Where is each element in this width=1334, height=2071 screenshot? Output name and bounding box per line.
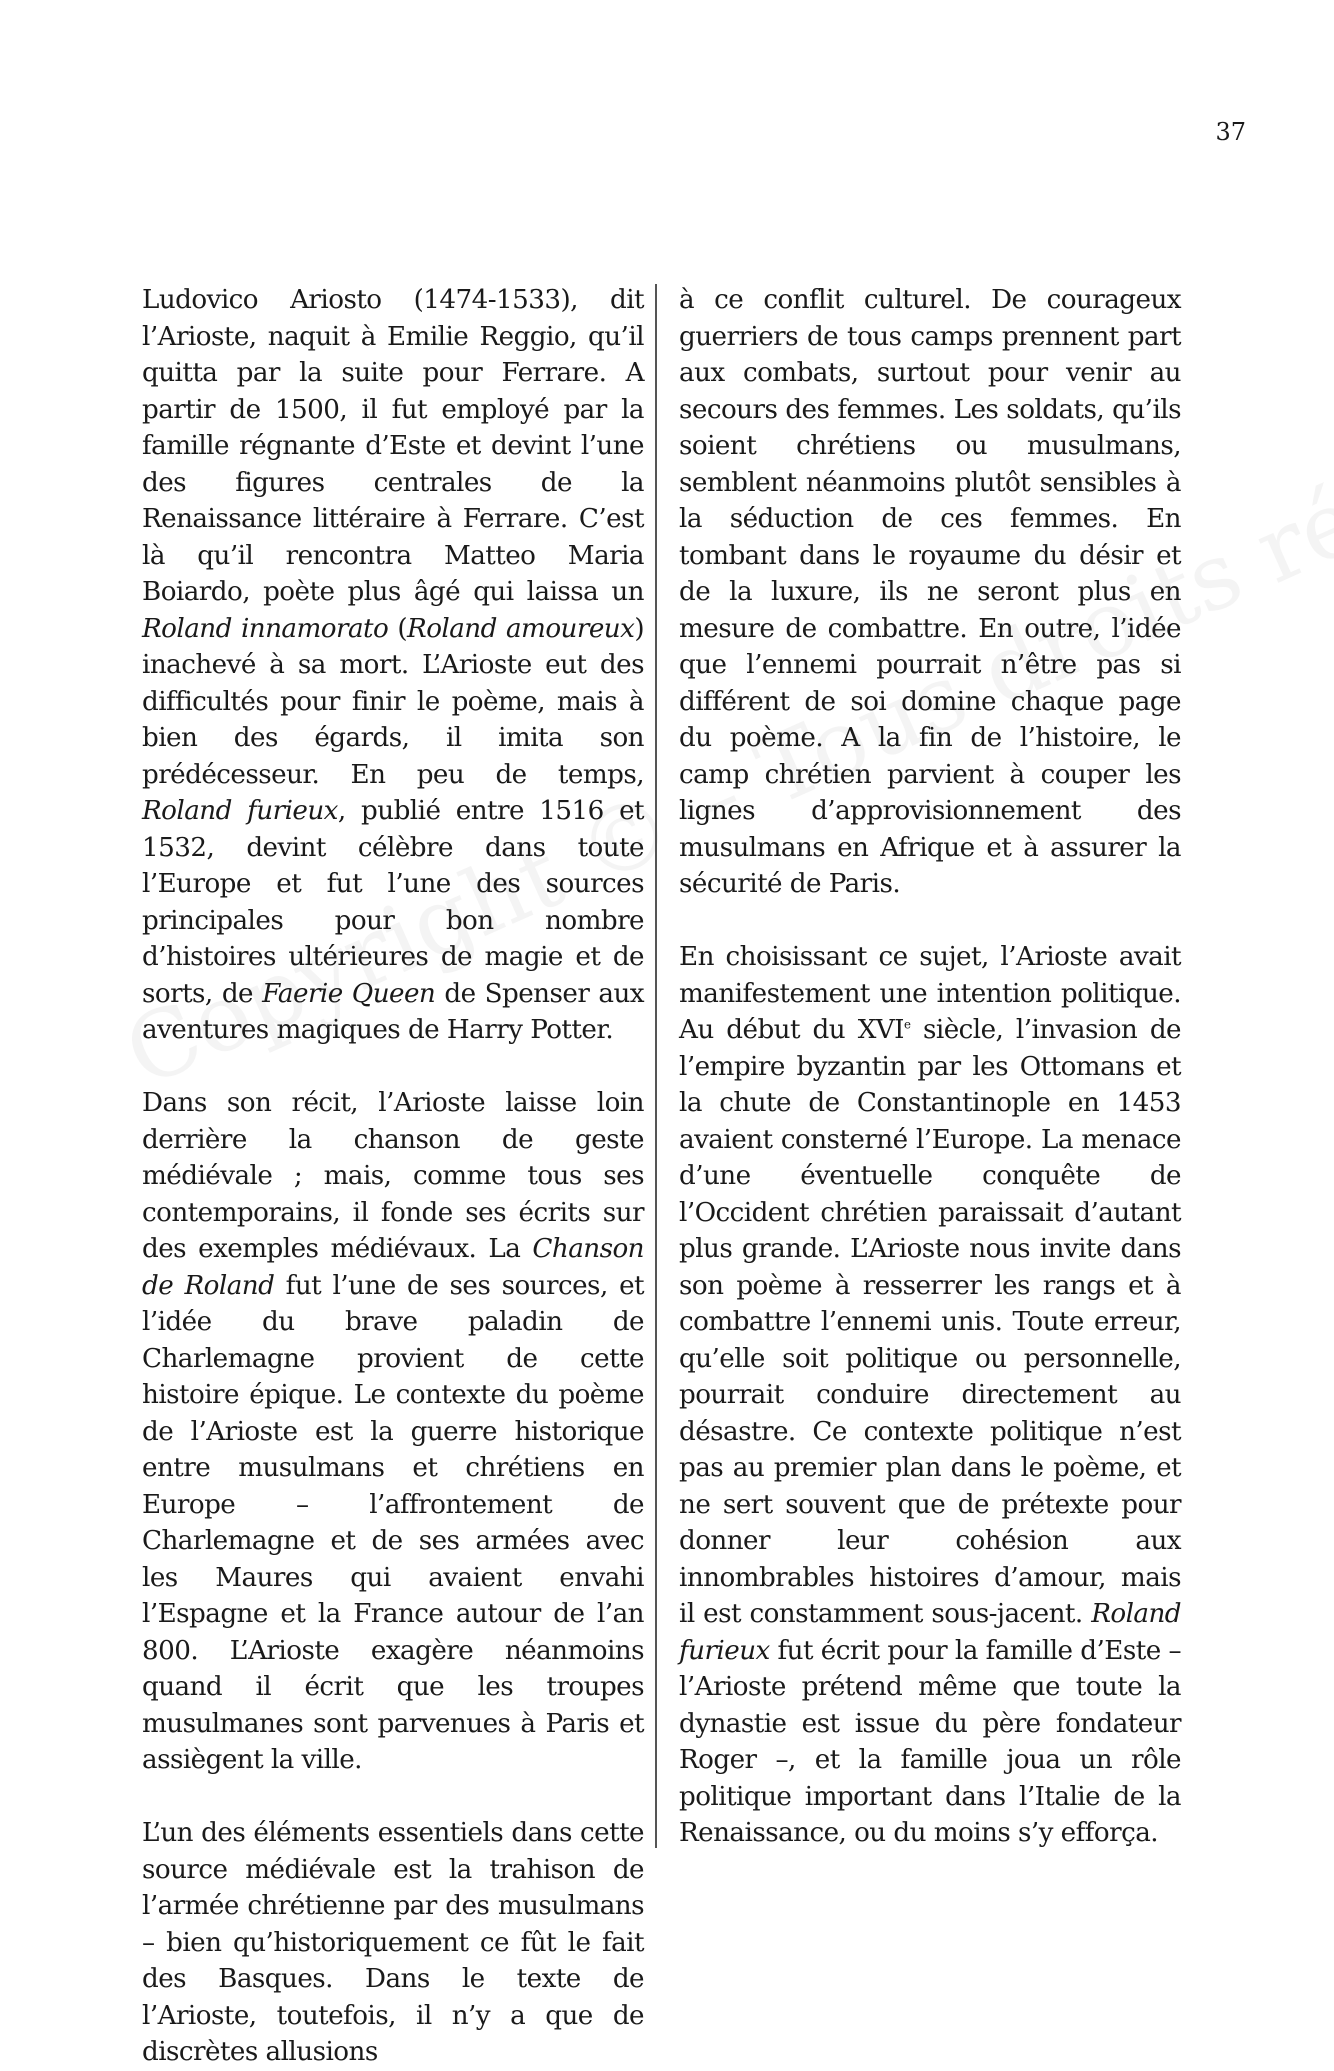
column-divider — [655, 284, 657, 1848]
right-text-column — [679, 282, 1181, 1852]
paragraph: En choisissant ce sujet, l’Arioste avait manifestement une intention politique. Au début du XVIe siècle, l’invasion de l’empire byzantin par les Ottomans et la chute de Constantinople en 1453 avaient consterné l’Europe. La menace d’une éventuelle conquête de l’Occident chrétien paraissait d’autant plus grande. L’Arioste nous invite dans son poème à resserrer les rangs et à combattre l’ennemi unis. Toute erreur, qu’elle soit politique ou personnelle, pourrait conduire directement au désastre. Ce contexte politique n’est pas au premier plan dans le poème, et ne sert souvent que de prétexte pour donner leur cohésion aux innombrables histoires d’amour, mais il est constamment sous-jacent. Roland furieux fut écrit pour la famille d’Este – l’Arioste prétend même que toute la dynastie est issue du père fondateur Roger –, et la famille joua un rôle politique important dans l’Italie de la Renaissance, ou du moins s’y efforça. — [679, 942, 1181, 1848]
paragraph: à ce conflit culturel. De courageux guerriers de tous camps prennent part aux combats, surtout pour venir au secours des femmes. Les soldats, qu’ils soient chrétiens ou musulmans, semblent néanmoins plutôt sensibles à la séduction de ces femmes. En tombant dans le royaume du désir et de la luxure, ils ne seront plus en mesure de combattre. En outre, l’idée que l’ennemi pourrait n’être pas si différent de soi domine chaque page du poème. A la fin de l’histoire, le camp chrétien parvient à couper les lignes d’approvisionnement des musulmans en Afrique et à assurer la sécurité de Paris. — [679, 285, 1181, 899]
paragraph: Ludovico Ariosto (1474-1533), dit l’Arioste, naquit à Emilie Reggio, qu’il quitta par la suite pour Ferrare. A partir de 1500, il fut employé par la famille régnante d’Este et devint l’une des figures centrales de la Renaissance littéraire à Ferrare. C’est là qu’il rencontra Matteo Maria Boiardo, poète plus âgé qui laissa un Roland innamorato (Roland amoureux) inachevé à sa mort. L’Arioste eut des difficultés pour finir le poème, mais à bien des égards, il imita son prédécesseur. En peu de temps, Roland furieux, publié entre 1516 et 1532, devint célèbre dans toute l’Europe et fut l’une des sources principales pour bon nombre d’histoires ultérieures de magie et de sorts, de Faerie Queen de Spenser aux aventures magiques de Harry Potter. — [142, 285, 645, 1045]
left-text-column — [142, 282, 644, 2071]
paragraph: Dans son récit, l’Arioste laisse loin derrière la chanson de geste médiévale ; mais, comme tous ses contemporains, il fonde ses écrits sur des exemples médiévaux. La Chanson de Roland fut l’une de ses sources, et l’idée du brave paladin de Charlemagne provient de cette histoire épique. Le contexte du poème de l’Arioste est la guerre historique entre musulmans et chrétiens en Europe – l’affrontement de Charlemagne et de ses armées avec les Maures qui avaient envahi l’Espagne et la France autour de l’an 800. L’Arioste exagère néanmoins quand il écrit que les troupes musulmanes sont parvenues à Paris et assiègent la ville. — [142, 1088, 644, 1775]
paragraph: L’un des éléments essentiels dans cette source médiévale est la trahison de l’armée chrétienne par des musulmans – bien qu’historiquement ce fût le fait des Basques. Dans le texte de l’Arioste, toutefois, il n’y a que de discrètes allusions — [142, 1818, 644, 2067]
page-number: 37 — [1215, 118, 1246, 146]
